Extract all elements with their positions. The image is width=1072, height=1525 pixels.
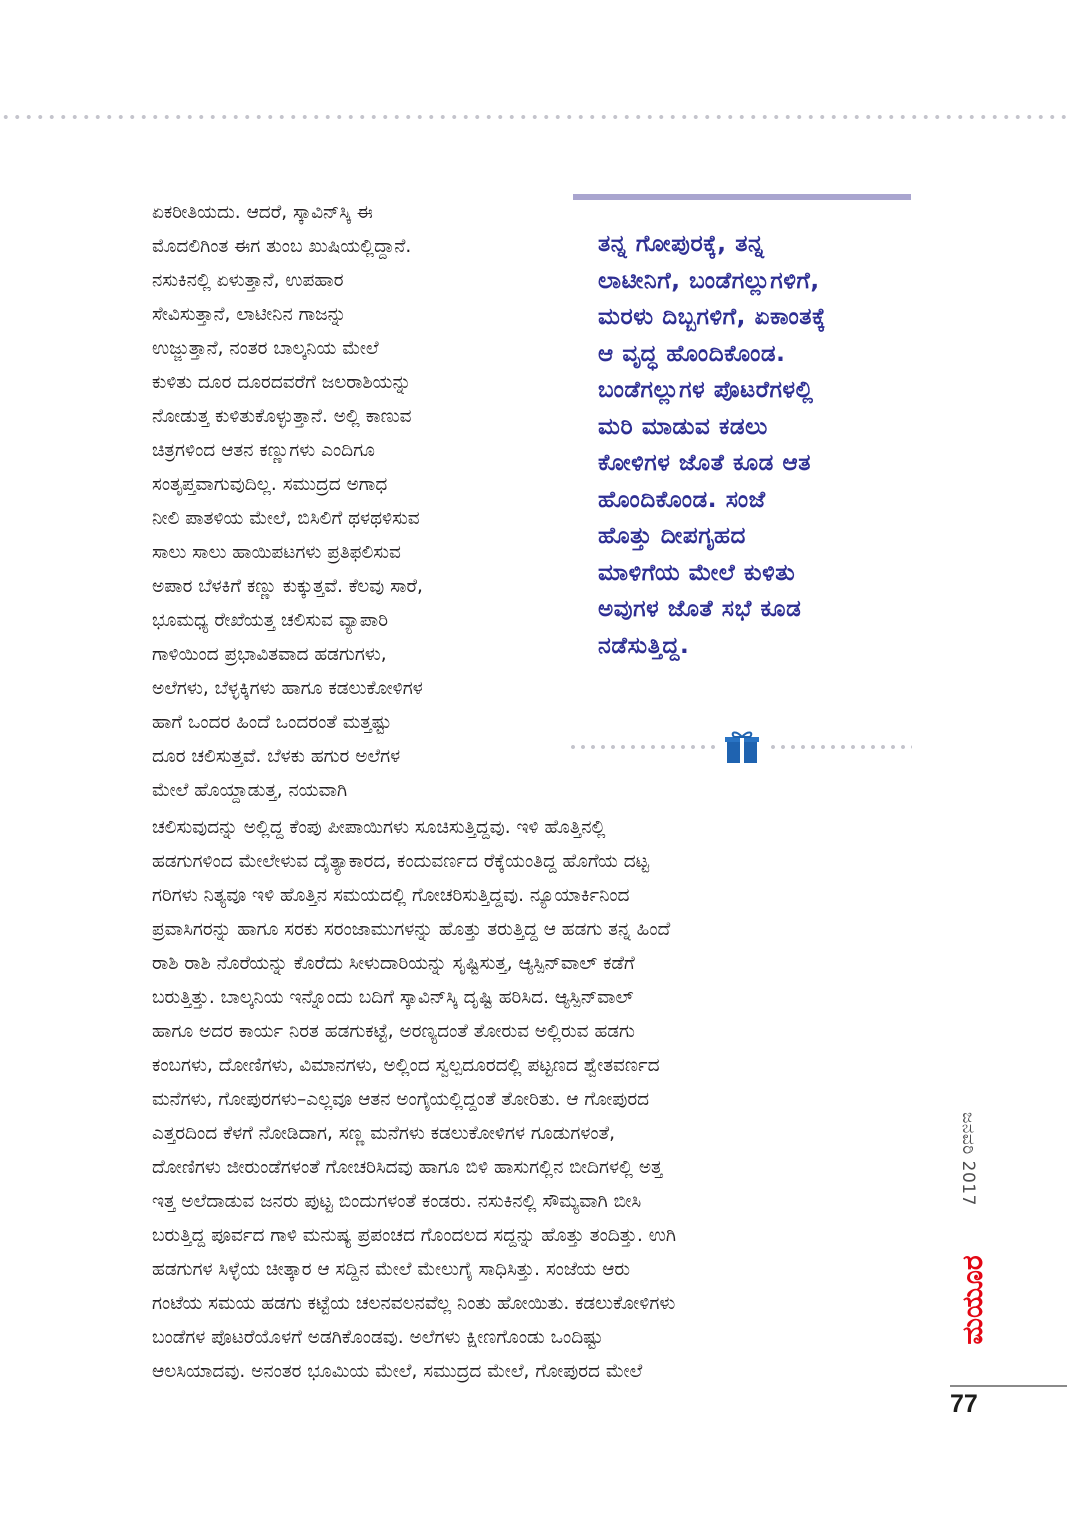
text-line: ಆಲಸಿಯಾದವು. ಅನಂತರ ಭೂಮಿಯ ಮೇಲೆ, ಸಮುದ್ರದ ಮೇಲೆ, ಗೋಪುರದ ಮೇಲೆ (152, 1361, 643, 1382)
text-line: ಉಜ್ಜುತ್ತಾನೆ, ನಂತರ ಬಾಲ್ಕನಿಯ ಮೇಲೆ (152, 338, 379, 359)
text-line: ನಸುಕಿನಲ್ಲಿ ಏಳುತ್ತಾನೆ, ಉಪಹಾರ (152, 270, 344, 291)
text-line: ಬರುತ್ತಿತ್ತು. ಬಾಲ್ಕನಿಯ ಇನ್ನೊಂದು ಬದಿಗೆ ಸ್ಕಾವಿನ್‌ಸ್ಕಿ ದೃಷ್ಟಿ ಹರಿಸಿದ. ಆ್ಯಸ್ಪಿನ್‌ವಾಲ್ (152, 987, 634, 1008)
text-line: ಸಂತೃಪ್ತವಾಗುವುದಿಲ್ಲ. ಸಮುದ್ರದ ಅಗಾಧ (152, 474, 388, 495)
text-line: ಸೇವಿಸುತ್ತಾನೆ, ಲಾಟೀನಿನ ಗಾಜನ್ನು (152, 304, 347, 325)
pull-quote-line: ಮರಿ ಮಾಡುವ ಕಡಲು (598, 413, 768, 440)
pull-quote-line: ಮಾಳಿಗೆಯ ಮೇಲೆ ಕುಳಿತು (598, 559, 796, 586)
text-line: ನೋಡುತ್ತ ಕುಳಿತುಕೊಳ್ಳುತ್ತಾನೆ. ಅಲ್ಲಿ ಕಾಣುವ (152, 406, 412, 427)
pull-quote-line: ಅವುಗಳ ಜೊತೆ ಸಭೆ ಕೂಡ (598, 596, 802, 622)
pull-quote-line: ಕೋಳಿಗಳ ಜೊತೆ ಕೂಡ ಆತ (598, 450, 812, 476)
gift-icon (724, 730, 760, 764)
page-number: 77 (950, 1390, 978, 1418)
text-line: ಮೇಲೆ ಹೊಯ್ದಾಡುತ್ತ, ನಯವಾಗಿ (152, 780, 348, 801)
text-line: ಸಾಲು ಸಾಲು ಹಾಯಿಪಟಗಳು ಪ್ರತಿಫಲಿಸುವ (152, 542, 401, 563)
pull-quote-line: ಹೊತ್ತು ದೀಪಗೃಹದ (598, 523, 746, 549)
text-line: ಏಕರೀತಿಯದು. ಆದರೆ, ಸ್ಕಾವಿನ್‌ಸ್ಕಿ ಈ (152, 202, 373, 223)
text-line: ಎತ್ತರದಿಂದ ಕೆಳಗೆ ನೋಡಿದಾಗ, ಸಣ್ಣ ಮನೆಗಳು ಕಡಲುಕೋಳಿಗಳ ಗೂಡುಗಳಂತೆ, (152, 1123, 616, 1144)
pull-quote-rule (573, 194, 911, 200)
magazine-name: ಮಯೂರ (956, 1255, 989, 1345)
article-full-column (152, 811, 922, 1389)
text-line: ದೂರ ಚಲಿಸುತ್ತವೆ. ಬೆಳಕು ಹಗುರ ಅಲೆಗಳ (152, 746, 401, 767)
issue-date: ಜನವರಿ 2017 (958, 1112, 978, 1206)
text-line: ಹಾಗೆ ಒಂದರ ಹಿಂದೆ ಒಂದರಂತೆ ಮತ್ತಷ್ಟು (152, 712, 392, 733)
top-dotted-divider (0, 114, 1072, 120)
text-line: ಕಂಬಗಳು, ದೋಣಿಗಳು, ವಿಮಾನಗಳು, ಅಲ್ಲಿಂದ ಸ್ವಲ್ಪದೂರದಲ್ಲಿ ಪಟ್ಟಣದ ಶ್ವೇತವರ್ಣದ (152, 1055, 660, 1076)
article-left-column (152, 196, 562, 808)
pull-quote (598, 226, 920, 664)
text-line: ಹಡಗುಗಳ ಸಿಳ್ಳೆಯ ಚೀತ್ಕಾರ ಆ ಸದ್ದಿನ ಮೇಲೆ ಮೇಲುಗೈ ಸಾಧಿಸಿತ್ತು. ಸಂಜೆಯ ಆರು (152, 1259, 630, 1280)
page-number-rule (950, 1385, 1067, 1387)
pull-quote-line: ನಡೆಸುತ್ತಿದ್ದ. (598, 632, 690, 659)
pull-quote-line: ಬಂಡೆಗಲ್ಲುಗಳ ಪೊಟರೆಗಳಲ್ಲಿ (598, 377, 814, 403)
text-line: ಅಲೆಗಳು, ಬೆಳ್ಳಕ್ಕಿಗಳು ಹಾಗೂ ಕಡಲುಕೋಳಿಗಳ (152, 678, 423, 699)
magazine-logo (955, 1240, 993, 1360)
text-line: ಗಂಟೆಯ ಸಮಯ ಹಡಗು ಕಟ್ಟೆಯ ಚಲನವಲನವೆಲ್ಲ ನಿಂತು ಹೋಯಿತು. ಕಡಲುಕೋಳಿಗಳು (152, 1293, 676, 1314)
text-line: ಬಂಡೆಗಳ ಪೊಟರೆಯೊಳಗೆ ಅಡಗಿಕೊಂಡವು. ಅಲೆಗಳು ಕ್ಷೀಣಗೊಂಡು ಒಂದಿಷ್ಟು (152, 1327, 603, 1348)
text-line: ಚಿತ್ರಗಳಿಂದ ಆತನ ಕಣ್ಣುಗಳು ಎಂದಿಗೂ (152, 440, 375, 461)
pull-quote-line: ತನ್ನ ಗೋಪುರಕ್ಕೆ, ತನ್ನ (598, 231, 765, 257)
pull-quote-line: ಹೊಂದಿಕೊಂಡ. ಸಂಜೆ (598, 486, 766, 513)
pull-quote-line: ಲಾಟೀನಿಗೆ, ಬಂಡೆಗಲ್ಲುಗಳಿಗೆ, (598, 267, 820, 294)
text-line: ಮನೆಗಳು, ಗೋಪುರಗಳು–ಎಲ್ಲವೂ ಆತನ ಅಂಗೈಯಲ್ಲಿದ್ದಂತೆ ತೋರಿತು. ಆ ಗೋಪುರದ (152, 1089, 650, 1110)
text-line: ಗರಿಗಳು ನಿತ್ಯವೂ ಇಳಿ ಹೊತ್ತಿನ ಸಮಯದಲ್ಲಿ ಗೋಚರಿಸುತ್ತಿದ್ದವು. ನ್ಯೂಯಾರ್ಕಿನಿಂದ (152, 885, 630, 906)
text-line: ನೀಲಿ ಪಾತಳಿಯ ಮೇಲೆ, ಬಿಸಿಲಿಗೆ ಥಳಥಳಿಸುವ (152, 508, 420, 529)
pull-quote-dots-left (568, 744, 720, 750)
text-line: ಕುಳಿತು ದೂರ ದೂರದವರೆಗೆ ಜಲರಾಶಿಯನ್ನು (152, 372, 412, 393)
text-line: ಹಡಗುಗಳಿಂದ ಮೇಲೇಳುವ ದೈತ್ಯಾಕಾರದ, ಕಂದುವರ್ಣದ ರೆಕ್ಕೆಯಂತಿದ್ದ ಹೊಗೆಯ ದಟ್ಟ (152, 851, 650, 872)
text-line: ಚಲಿಸುವುದನ್ನು ಅಲ್ಲಿದ್ದ ಕೆಂಪು ಪೀಪಾಯಿಗಳು ಸೂಚಿಸುತ್ತಿದ್ದವು. ಇಳಿ ಹೊತ್ತಿನಲ್ಲಿ (152, 817, 606, 838)
pull-quote-line: ಆ ವೃದ್ಧ ಹೊಂದಿಕೊಂಡ. (598, 340, 786, 367)
text-line: ಇತ್ತ ಅಲೆದಾಡುವ ಜನರು ಪುಟ್ಟ ಬಿಂದುಗಳಂತೆ ಕಂಡರು. ನಸುಕಿನಲ್ಲಿ ಸೌಮ್ಯವಾಗಿ ಬೀಸಿ (152, 1191, 642, 1212)
text-line: ಅಪಾರ ಬೆಳಕಿಗೆ ಕಣ್ಣು ಕುಕ್ಕುತ್ತವೆ. ಕೆಲವು ಸಾರೆ, (152, 576, 423, 597)
text-line: ಬರುತ್ತಿದ್ದ ಪೂರ್ವದ ಗಾಳಿ ಮನುಷ್ಯ ಪ್ರಪಂಚದ ಗೊಂದಲದ ಸದ್ದನ್ನು ಹೊತ್ತು ತಂದಿತ್ತು. ಉಗಿ (152, 1225, 677, 1246)
text-line: ಮೊದಲಿಗಿಂತ ಈಗ ತುಂಬ ಖುಷಿಯಲ್ಲಿದ್ದಾನೆ. (152, 236, 412, 257)
text-line: ರಾಶಿ ರಾಶಿ ನೊರೆಯನ್ನು ಕೊರೆದು ಸೀಳುದಾರಿಯನ್ನು ಸೃಷ್ಟಿಸುತ್ತ, ಆ್ಯಸ್ಪಿನ್‌ವಾಲ್ ಕಡೆಗೆ (152, 953, 635, 974)
pull-quote-line: ಮರಳು ದಿಬ್ಬಗಳಿಗೆ, ಏಕಾಂತಕ್ಕೆ (598, 304, 827, 330)
pull-quote-dots-right (768, 744, 912, 750)
text-line: ಹಾಗೂ ಅದರ ಕಾರ್ಯ ನಿರತ ಹಡಗುಕಟ್ಟೆ, ಅರಣ್ಯದಂತೆ ತೋರುವ ಅಲ್ಲಿರುವ ಹಡಗು (152, 1021, 635, 1042)
text-line: ದೋಣಿಗಳು ಜೀರುಂಡೆಗಳಂತೆ ಗೋಚರಿಸಿದವು ಹಾಗೂ ಬಿಳಿ ಹಾಸುಗಲ್ಲಿನ ಬೀದಿಗಳಲ್ಲಿ ಅತ್ತ (152, 1157, 663, 1178)
text-line: ಗಾಳಿಯಿಂದ ಪ್ರಭಾವಿತವಾದ ಹಡಗುಗಳು, (152, 644, 387, 665)
text-line: ಪ್ರವಾಸಿಗರನ್ನು ಹಾಗೂ ಸರಕು ಸರಂಜಾಮುಗಳನ್ನು ಹೊತ್ತು ತರುತ್ತಿದ್ದ ಆ ಹಡಗು ತನ್ನ ಹಿಂದೆ (152, 919, 671, 940)
text-line: ಭೂಮಧ್ಯ ರೇಖೆಯತ್ತ ಚಲಿಸುವ ವ್ಯಾಪಾರಿ (152, 610, 388, 631)
